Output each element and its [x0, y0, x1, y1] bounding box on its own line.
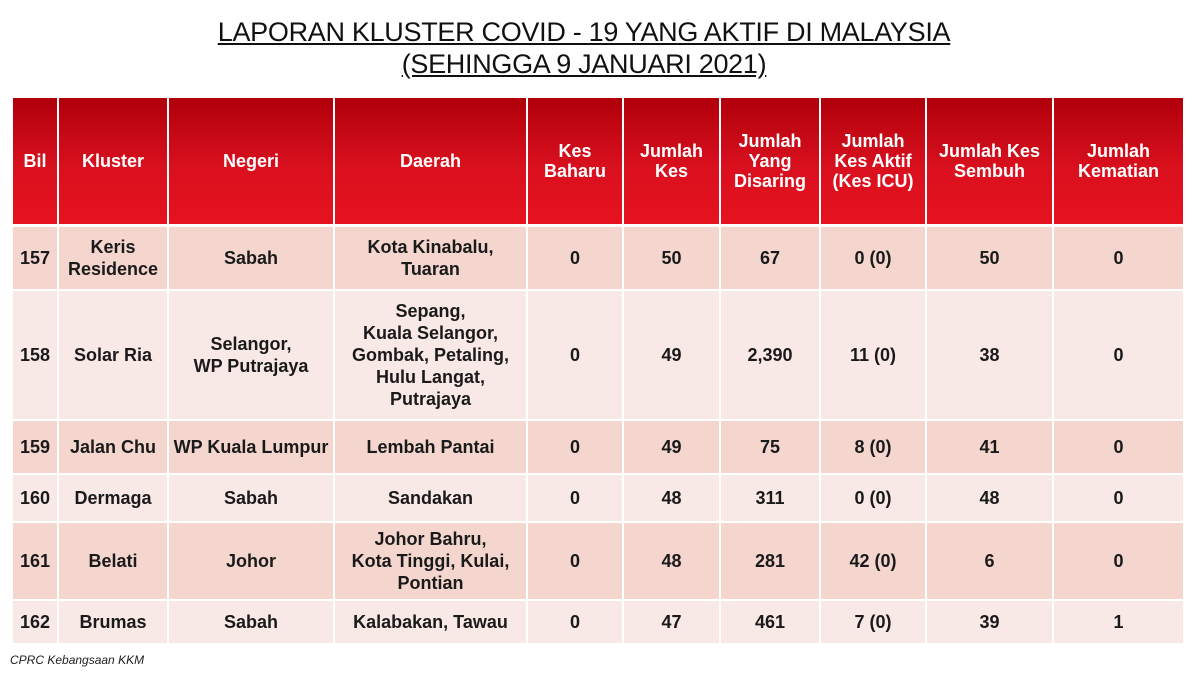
header-kes-baharu-line: Kes: [558, 141, 592, 161]
cell-kes-baharu: [527, 226, 623, 290]
cell-kluster-line: Residence: [67, 258, 159, 279]
cell-kematian: [1053, 290, 1183, 420]
cell-bil-line: 159: [19, 436, 51, 457]
cell-kluster: [58, 226, 168, 290]
cell-daerah-line: Tuaran: [401, 258, 460, 279]
table-row: [13, 226, 1183, 290]
header-jumlah-kes: [623, 98, 720, 226]
cell-daerah-line: Sandakan: [387, 487, 474, 508]
cell-kematian: [1053, 522, 1183, 600]
table-row: [13, 522, 1183, 600]
cell-jumlah-kes: [623, 420, 720, 474]
cell-kematian: [1053, 226, 1183, 290]
cell-kluster: [58, 290, 168, 420]
header-kes-sembuh-line: Sembuh: [953, 161, 1025, 181]
cell-jumlah-disaring-line: 67: [759, 247, 781, 268]
header-daerah-line: Daerah: [399, 151, 462, 171]
cell-kematian-line: 0: [1113, 550, 1124, 571]
header-jumlah-disaring: [720, 98, 820, 226]
cell-bil-line: 158: [19, 344, 51, 365]
cell-kes-baharu: [527, 474, 623, 522]
cell-jumlah-kes-line: 49: [661, 344, 682, 365]
header-jumlah-disaring-line: Disaring: [733, 171, 807, 191]
cell-daerah-line: Kuala Selangor,: [362, 322, 499, 343]
cell-negeri: [168, 600, 334, 644]
header-bil-line: Bil: [23, 151, 47, 171]
cell-daerah-line: Johor Bahru,: [374, 528, 487, 549]
cell-kluster: [58, 474, 168, 522]
cell-jumlah-disaring-line: 75: [759, 436, 781, 457]
cell-kematian-line: 0: [1113, 247, 1124, 268]
cell-negeri-line: Selangor,: [210, 333, 292, 354]
cell-kes-sembuh: [926, 420, 1053, 474]
cell-bil-line: 162: [19, 611, 51, 632]
cell-kes-baharu-line: 0: [569, 611, 580, 632]
cell-negeri-line: Sabah: [223, 247, 279, 268]
cell-daerah-line: Gombak, Petaling,: [351, 344, 510, 365]
cell-kluster: [58, 522, 168, 600]
cell-kes-sembuh-line: 6: [984, 550, 995, 571]
cell-bil: [13, 474, 58, 522]
cell-kes-baharu: [527, 600, 623, 644]
cell-negeri-line: Johor: [225, 550, 276, 571]
cell-bil: [13, 522, 58, 600]
cell-kematian-line: 0: [1113, 436, 1124, 457]
cell-jumlah-disaring-line: 281: [754, 550, 786, 571]
cell-bil: [13, 600, 58, 644]
cell-daerah-line: Kalabakan, Tawau: [353, 611, 508, 632]
header-kes-sembuh: [926, 98, 1053, 226]
header-kes-aktif-icu-line: Jumlah: [841, 131, 905, 151]
cell-kematian-line: 1: [1113, 611, 1124, 632]
cell-kes-sembuh: [926, 600, 1053, 644]
cell-daerah-line: Lembah Pantai: [366, 436, 495, 457]
cell-daerah: [334, 420, 527, 474]
cell-kluster-line: Belati: [88, 550, 138, 571]
cell-negeri: [168, 420, 334, 474]
cell-jumlah-kes: [623, 474, 720, 522]
cell-kes-sembuh: [926, 226, 1053, 290]
cell-kes-baharu: [527, 420, 623, 474]
cell-jumlah-disaring: [720, 290, 820, 420]
cell-kematian: [1053, 600, 1183, 644]
cell-jumlah-disaring-line: 311: [755, 487, 785, 508]
cell-negeri: [168, 474, 334, 522]
cell-jumlah-disaring-line: 461: [754, 611, 786, 632]
cell-negeri-line: WP Kuala Lumpur: [173, 436, 329, 457]
header-kluster: [58, 98, 168, 226]
cell-jumlah-disaring: [720, 600, 820, 644]
header-kluster-line: Kluster: [81, 151, 144, 171]
cell-kes-baharu-line: 0: [569, 550, 580, 571]
cell-kematian: [1053, 420, 1183, 474]
cell-kes-baharu: [527, 290, 623, 420]
cell-kes-aktif-icu-line: 11 (0): [849, 344, 897, 365]
header-jumlah-kes-line: Jumlah: [639, 141, 704, 161]
cell-kes-aktif-icu: [820, 474, 926, 522]
cell-jumlah-disaring: [720, 474, 820, 522]
cell-kes-aktif-icu-line: 7 (0): [854, 611, 892, 632]
cell-daerah-line: Putrajaya: [389, 388, 472, 409]
report-title-line2: (SEHINGGA 9 JANUARI 2021): [401, 49, 767, 79]
cell-jumlah-kes-line: 48: [661, 550, 682, 571]
cell-jumlah-kes: [623, 600, 720, 644]
header-negeri: [168, 98, 334, 226]
cell-kluster-line: Keris: [90, 236, 136, 257]
cell-daerah-line: Pontian: [397, 572, 464, 593]
cell-negeri: [168, 522, 334, 600]
header-bil: [13, 98, 58, 226]
table-header-row: [13, 98, 1183, 226]
table-row: [13, 420, 1183, 474]
header-kes-aktif-icu: [820, 98, 926, 226]
report-title: [0, 16, 1168, 80]
cell-kluster-line: Solar Ria: [73, 344, 153, 365]
header-kes-baharu-line: Baharu: [543, 161, 606, 181]
cell-negeri: [168, 226, 334, 290]
header-jumlah-disaring-line: Yang: [748, 151, 792, 171]
cell-kes-baharu: [527, 522, 623, 600]
cell-kes-sembuh: [926, 474, 1053, 522]
cell-jumlah-kes-line: 49: [661, 436, 682, 457]
cell-kes-baharu-line: 0: [569, 487, 580, 508]
cell-kluster-line: Jalan Chu: [69, 436, 157, 457]
table-row: [13, 474, 1183, 522]
cell-kes-baharu-line: 0: [569, 247, 580, 268]
header-kematian: [1053, 98, 1183, 226]
cell-jumlah-kes: [623, 522, 720, 600]
cell-kes-sembuh-line: 39: [979, 611, 1000, 632]
cell-kes-baharu-line: 0: [569, 344, 580, 365]
cell-kes-aktif-icu: [820, 226, 926, 290]
cell-bil: [13, 226, 58, 290]
cluster-table: [13, 98, 1183, 645]
cell-negeri-line: Sabah: [223, 487, 279, 508]
header-kes-baharu: [527, 98, 623, 226]
cell-negeri: [168, 290, 334, 420]
cell-daerah: [334, 226, 527, 290]
cell-negeri-line: WP Putrajaya: [193, 355, 309, 376]
cell-kematian: [1053, 474, 1183, 522]
cell-bil-line: 161: [19, 550, 51, 571]
cell-kluster: [58, 600, 168, 644]
header-kematian-line: Kematian: [1077, 161, 1160, 181]
cell-jumlah-kes-line: 50: [661, 247, 682, 268]
cell-jumlah-disaring-line: 2,390: [747, 344, 793, 365]
cell-jumlah-disaring: [720, 420, 820, 474]
cell-kes-aktif-icu-line: 8 (0): [854, 436, 892, 457]
cell-daerah: [334, 290, 527, 420]
cell-bil: [13, 290, 58, 420]
cell-jumlah-kes-line: 47: [661, 611, 682, 632]
cell-kes-aktif-icu: [820, 290, 926, 420]
header-negeri-line: Negeri: [222, 151, 280, 171]
header-kes-aktif-icu-line: Kes Aktif: [834, 151, 912, 171]
cell-kes-sembuh: [926, 522, 1053, 600]
cell-kes-sembuh-line: 41: [979, 436, 1000, 457]
header-jumlah-disaring-line: Jumlah: [738, 131, 802, 151]
header-daerah: [334, 98, 527, 226]
cell-kes-aktif-icu-line: 0 (0): [854, 247, 892, 268]
cell-jumlah-kes: [623, 290, 720, 420]
cell-kes-sembuh-line: 50: [979, 247, 1000, 268]
cell-kluster: [58, 420, 168, 474]
table-body: [13, 226, 1183, 644]
cell-bil-line: 157: [19, 247, 51, 268]
cell-kes-sembuh: [926, 290, 1053, 420]
cell-daerah-line: Kota Tinggi, Kulai,: [351, 550, 510, 571]
cell-kes-aktif-icu: [820, 420, 926, 474]
cell-kluster-line: Brumas: [79, 611, 147, 632]
cell-kes-baharu-line: 0: [569, 436, 580, 457]
cell-kes-aktif-icu-line: 0 (0): [854, 487, 892, 508]
header-jumlah-kes-line: Kes: [654, 161, 689, 181]
cell-bil-line: 160: [19, 487, 51, 508]
cell-daerah: [334, 474, 527, 522]
cell-jumlah-disaring: [720, 226, 820, 290]
table-row: [13, 600, 1183, 644]
cell-kematian-line: 0: [1113, 487, 1124, 508]
cell-kes-aktif-icu: [820, 600, 926, 644]
cell-kematian-line: 0: [1113, 344, 1124, 365]
cell-daerah: [334, 522, 527, 600]
report-title-line1: LAPORAN KLUSTER COVID - 19 YANG AKTIF DI MALAYSIA: [217, 17, 951, 47]
cell-kes-aktif-icu-line: 42 (0): [849, 550, 897, 571]
header-kes-sembuh-line: Jumlah Kes: [938, 141, 1041, 161]
cell-daerah-line: Hulu Langat,: [376, 366, 485, 387]
cell-kes-aktif-icu: [820, 522, 926, 600]
cell-jumlah-kes: [623, 226, 720, 290]
cell-jumlah-disaring: [720, 522, 820, 600]
header-kes-aktif-icu-line: (Kes ICU): [832, 171, 914, 191]
cell-daerah: [334, 600, 527, 644]
cell-daerah-line: Sepang,: [395, 300, 466, 321]
cell-bil: [13, 420, 58, 474]
header-kematian-line: Jumlah: [1086, 141, 1151, 161]
cell-kluster-line: Dermaga: [74, 487, 152, 508]
cell-jumlah-kes-line: 48: [661, 487, 682, 508]
table-row: [13, 290, 1183, 420]
cell-kes-sembuh-line: 38: [979, 344, 1000, 365]
cell-kes-sembuh-line: 48: [979, 487, 1000, 508]
cell-daerah-line: Kota Kinabalu,: [367, 236, 494, 257]
source-footer: CPRC Kebangsaan KKM: [10, 653, 145, 667]
cell-negeri-line: Sabah: [223, 611, 279, 632]
